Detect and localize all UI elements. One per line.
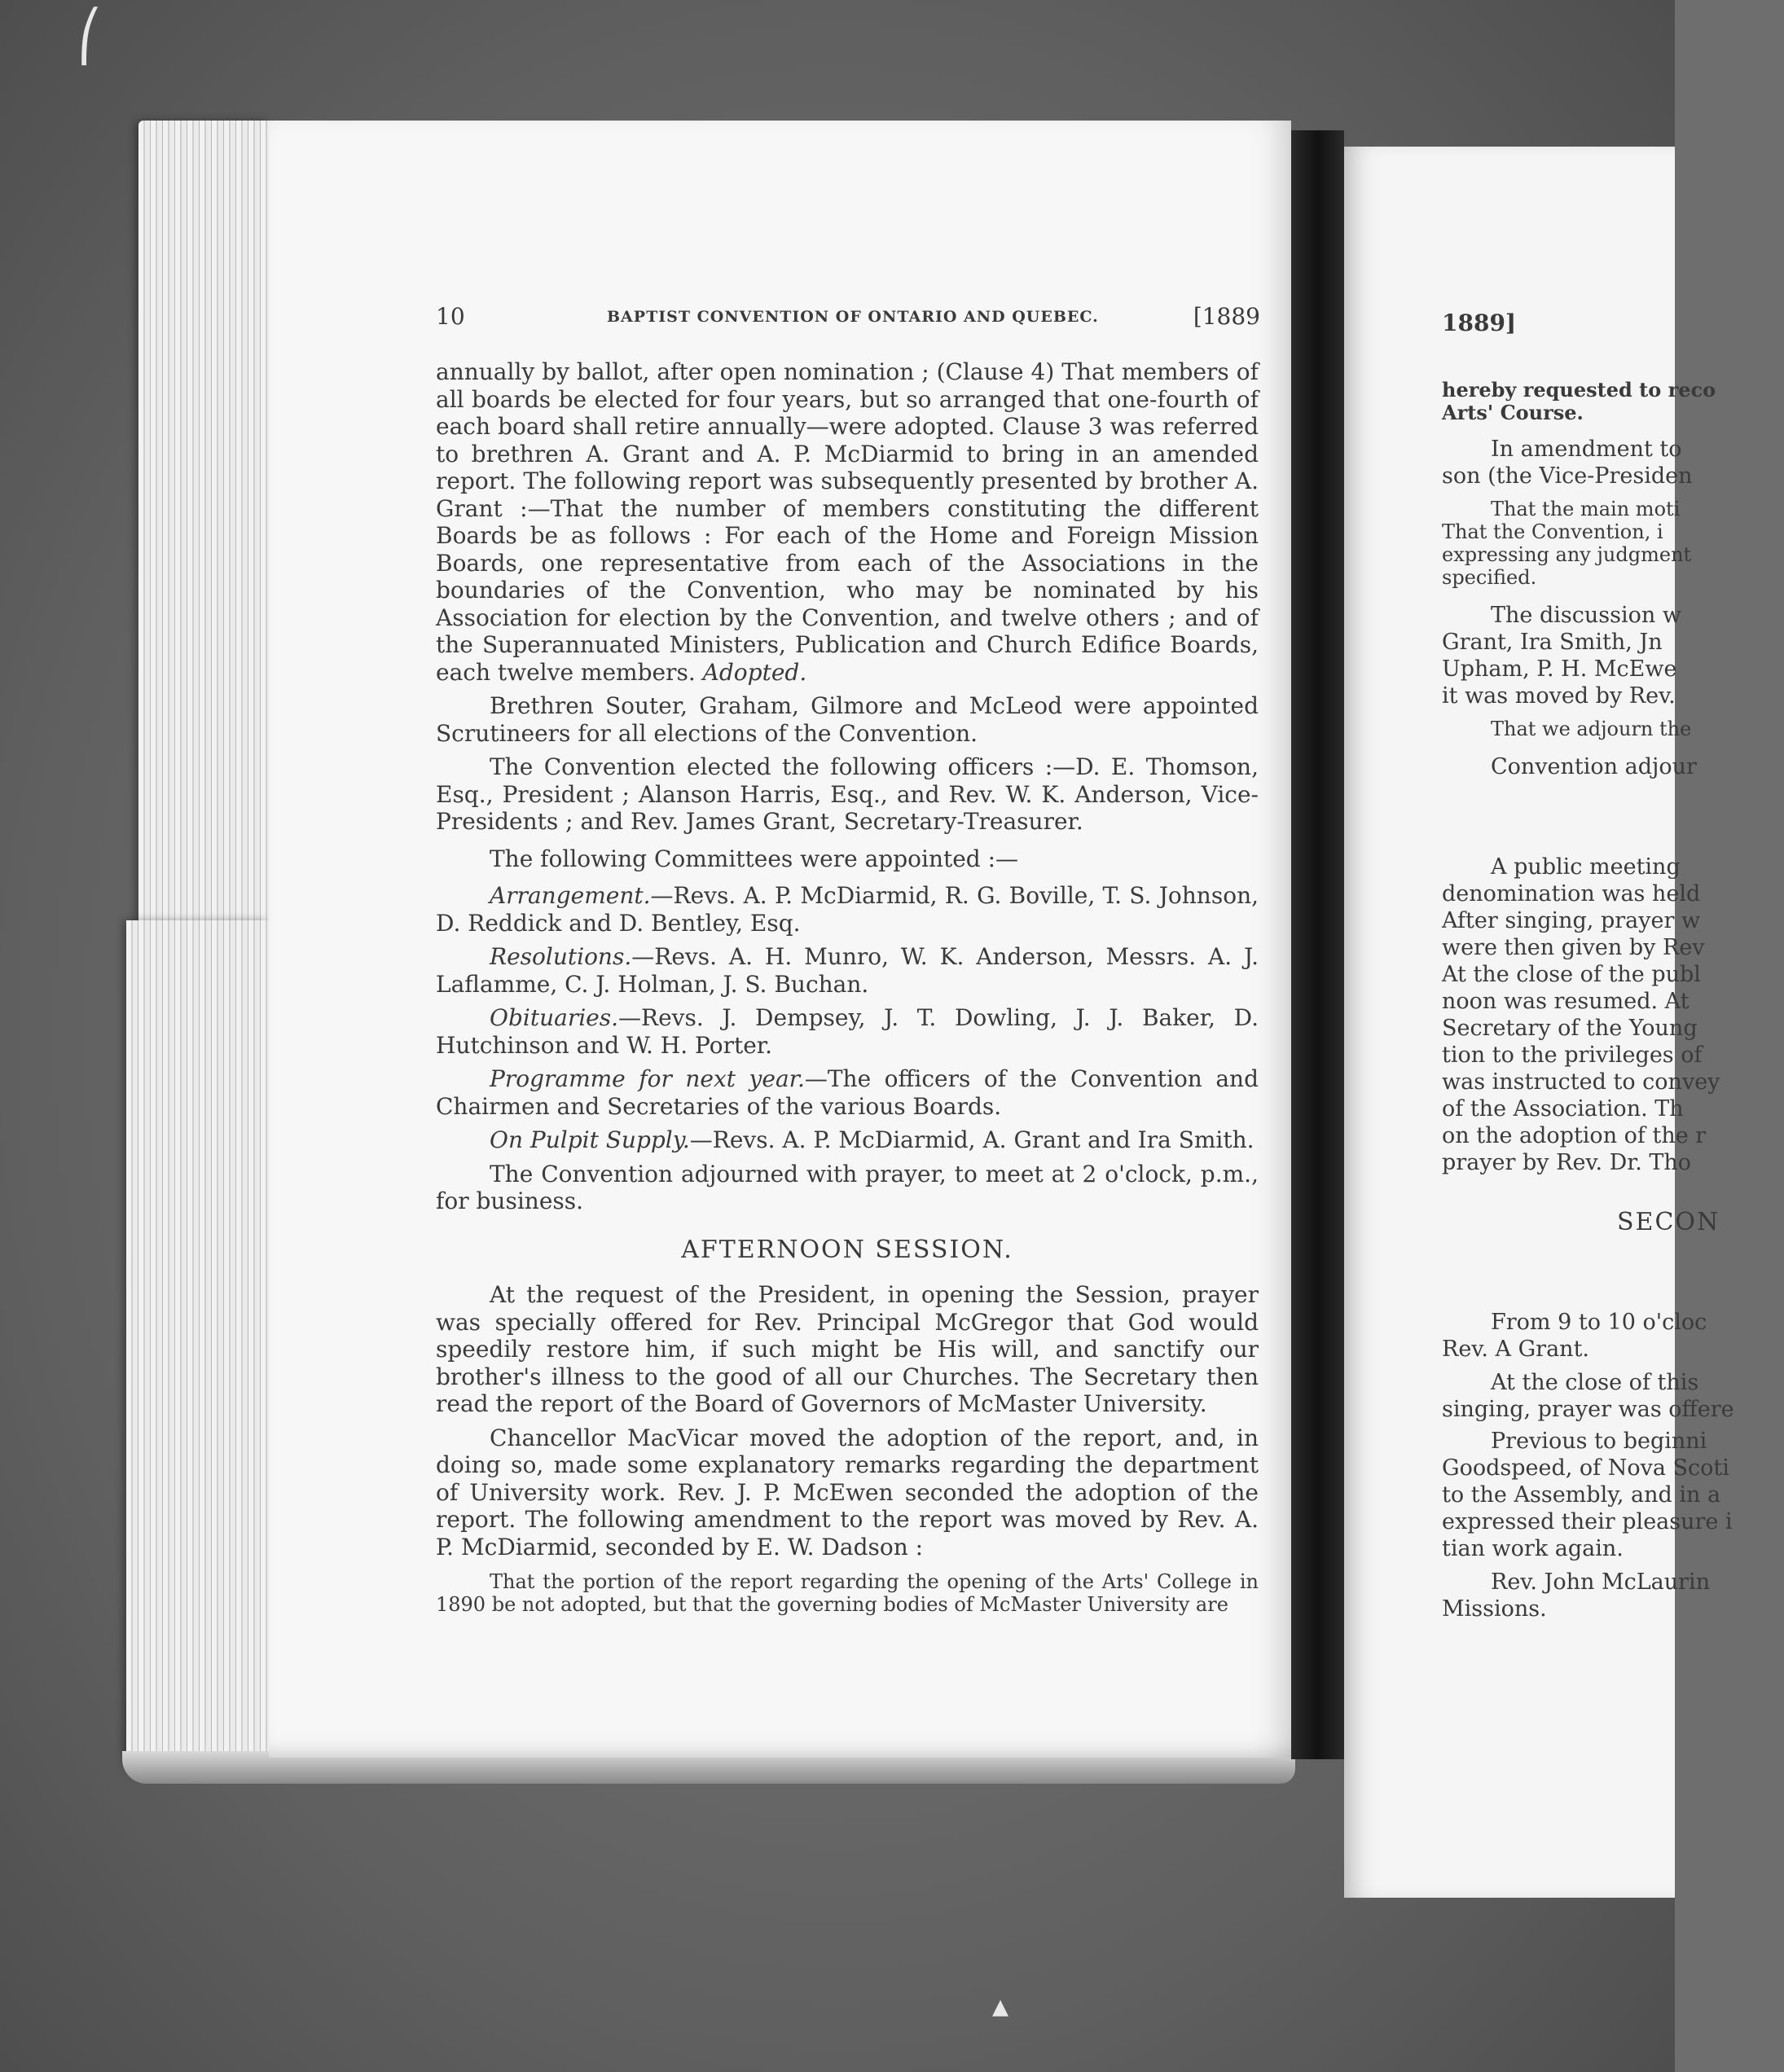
committee-members: —Revs. A. P. McDiarmid, A. Grant and Ira Smith. bbox=[689, 1126, 1255, 1153]
right-line: Convention adjour bbox=[1491, 754, 1697, 779]
right-line: The discussion w bbox=[1491, 603, 1681, 628]
right-section-heading: SECON bbox=[1617, 1208, 1720, 1236]
paragraph-amendment: That the portion of the report regarding the opening of the Arts' College in 1890 be not adopted, but that the governing bodies of McMaster University are bbox=[436, 1570, 1259, 1616]
right-line: tian work again. bbox=[1442, 1536, 1624, 1561]
committee-name: Obituaries. bbox=[490, 1004, 618, 1031]
right-line: At the close of the publ bbox=[1442, 962, 1701, 987]
right-line: of the Association. Th bbox=[1442, 1096, 1684, 1122]
book-page-edges-lower bbox=[126, 920, 269, 1776]
committee-name: On Pulpit Supply. bbox=[490, 1126, 690, 1153]
right-line: That we adjourn the bbox=[1491, 718, 1692, 740]
scan-artifact-mark: ⎛ bbox=[77, 8, 102, 65]
book-gutter bbox=[1291, 130, 1344, 1759]
committee-arrangement bbox=[436, 882, 1259, 937]
paragraph-prayer: At the request of the President, in opening the Session, prayer was specially offered for Rev. Principal McGregor that God would speedily restore him, if such might be His will, and sanctify our brother's illness to the good of all our Churches. The Secretary then read the report of the Board of Governors of McMaster University. bbox=[436, 1281, 1259, 1417]
right-line: denomination was held bbox=[1442, 881, 1701, 906]
right-line: son (the Vice-Presiden bbox=[1442, 463, 1693, 489]
left-page-body bbox=[436, 358, 1259, 1616]
right-line: was instructed to convey bbox=[1442, 1069, 1720, 1095]
right-line: In amendment to bbox=[1491, 437, 1682, 462]
right-line: At the close of this bbox=[1491, 1370, 1699, 1395]
right-line: After singing, prayer w bbox=[1442, 908, 1701, 933]
right-line: hereby requested to reco bbox=[1442, 378, 1716, 402]
running-title: BAPTIST CONVENTION OF ONTARIO AND QUEBEC. bbox=[607, 308, 1099, 326]
right-line: expressed their pleasure i bbox=[1442, 1509, 1733, 1534]
right-line: Previous to beginni bbox=[1491, 1429, 1707, 1454]
right-line: prayer by Rev. Dr. Tho bbox=[1442, 1150, 1692, 1175]
committee-pulpit-supply bbox=[436, 1126, 1259, 1154]
committee-members: —Revs. A. H. Munro, W. K. Anderson, Messrs. A. J. Laflamme, C. J. Holman, J. S. Buchan. bbox=[436, 943, 1259, 998]
right-line: Missions. bbox=[1442, 1596, 1547, 1622]
committee-name: Resolutions. bbox=[490, 943, 632, 970]
right-page-body bbox=[1442, 379, 1784, 1622]
right-running-year: 1889] bbox=[1442, 309, 1517, 336]
right-line: That the Convention, i bbox=[1442, 520, 1663, 543]
paragraph-chancellor: Chancellor MacVicar moved the adoption of the report, and, in doing so, made some explanatory remarks regarding the department of University work. Rev. J. P. McEwen seconded the adoption of the report. The following amendment to the report was moved by Rev. A. P. McDiarmid, seconded by E. W. Dadson : bbox=[436, 1424, 1259, 1561]
committee-members: —Revs. A. P. McDiarmid, R. G. Boville, T. S. Johnson, D. Reddick and D. Bentley, Esq. bbox=[436, 882, 1259, 937]
right-line: From 9 to 10 o'cloc bbox=[1491, 1310, 1707, 1335]
paragraph-committees-intro: The following Committees were appointed :— bbox=[490, 845, 1019, 872]
paragraph-adjourned: The Convention adjourned with prayer, to meet at 2 o'clock, p.m., for business. bbox=[436, 1160, 1259, 1214]
paragraph-scrutineers: Brethren Souter, Graham, Gilmore and McLeod were appointed Scrutineers for all elections of the Convention. bbox=[436, 692, 1259, 747]
right-line: it was moved by Rev. bbox=[1442, 683, 1676, 709]
paragraph-boards bbox=[436, 358, 1259, 686]
right-line: expressing any judgment bbox=[1442, 543, 1692, 566]
right-line: Goodspeed, of Nova Scoti bbox=[1442, 1455, 1729, 1481]
right-line: specified. bbox=[1442, 566, 1537, 589]
section-heading-afternoon: AFTERNOON SESSION. bbox=[681, 1235, 1013, 1264]
page-number: 10 bbox=[436, 303, 465, 330]
right-line: Grant, Ira Smith, Jn bbox=[1442, 630, 1663, 655]
right-line: Upham, P. H. McEwe bbox=[1442, 656, 1677, 682]
right-line: Secretary of the Young bbox=[1442, 1016, 1698, 1041]
adopted-mark: Adopted. bbox=[702, 658, 807, 686]
right-line: on the adoption of the r bbox=[1442, 1123, 1707, 1148]
paragraph-officers: The Convention elected the following officers :—D. E. Thomson, Esq., President ; Alanson Harris, Esq., and Rev. W. K. Anderson, Vice-Presidents ; and Rev. James Grant, Secretary-Treasurer. bbox=[436, 753, 1259, 835]
right-line: were then given by Rev bbox=[1442, 935, 1705, 960]
running-header bbox=[436, 303, 1259, 336]
committee-name: Arrangement. bbox=[490, 882, 651, 909]
right-line: noon was resumed. At bbox=[1442, 989, 1690, 1014]
right-line: Arts' Course. bbox=[1442, 401, 1584, 424]
right-line: A public meeting bbox=[1491, 854, 1681, 880]
committee-members: —The officers of the Convention and Chairmen and Secretaries of the various Boards. bbox=[436, 1065, 1259, 1120]
right-line: to the Assembly, and in a bbox=[1442, 1482, 1721, 1508]
committee-members: —Revs. J. Dempsey, J. T. Dowling, J. J. Baker, D. Hutchinson and W. H. Porter. bbox=[436, 1004, 1259, 1059]
right-line: tion to the privileges of bbox=[1442, 1043, 1703, 1068]
scan-artifact-mark-bottom: ▴ bbox=[992, 1987, 1009, 2025]
right-line: Rev. A Grant. bbox=[1442, 1337, 1589, 1362]
right-line: That the main moti bbox=[1491, 498, 1681, 520]
book-page-edges bbox=[138, 121, 269, 959]
right-line: singing, prayer was offere bbox=[1442, 1397, 1734, 1422]
committee-resolutions bbox=[436, 943, 1259, 998]
right-line: Rev. John McLaurin bbox=[1491, 1569, 1711, 1595]
committee-name: Programme for next year. bbox=[490, 1065, 805, 1092]
committee-obituaries bbox=[436, 1004, 1259, 1059]
running-year: [1889 bbox=[1193, 303, 1260, 330]
committee-programme bbox=[436, 1065, 1259, 1120]
paragraph-boards-text: annually by ballot, after open nomination ; (Clause 4) That members of all boards be elected for four years, but so arranged that one-fourth of each board shall retire annually—were adopted. Clause 3 was referred to brethren A. Grant and A. P. McDiarmid to bring in an amended report. The following report was subsequently presented by brother A. Grant :—That the number of members constituting the different Boards be as follows : For each of the Home and Foreign Mission Boards, one representative from each of the Associations in the boundaries of the Convention, who may be nominated by his Association for election by the Convention, and twelve others ; and of the Superannuated Ministers, Publication and Church Edifice Boards, each twelve members. bbox=[436, 358, 1259, 686]
